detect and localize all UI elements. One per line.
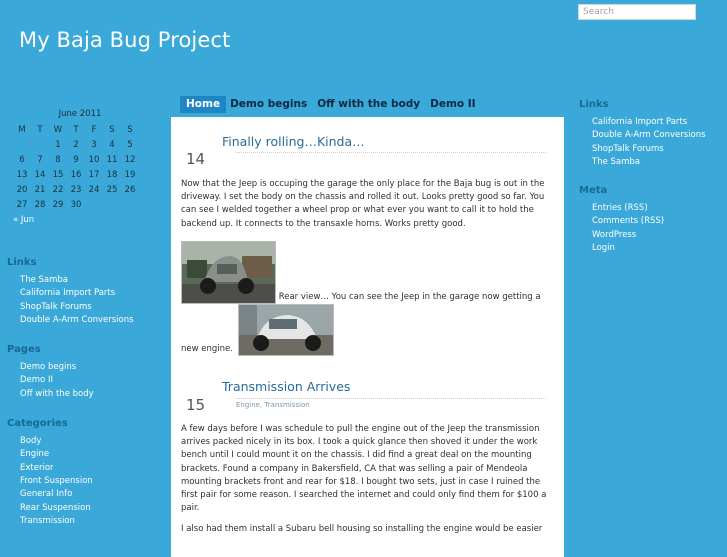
nav-demo-begins[interactable]: Demo begins bbox=[230, 98, 308, 110]
nav-off-with-the-body[interactable]: Off with the body bbox=[317, 98, 421, 110]
calendar-day bbox=[85, 197, 103, 212]
category-rear-suspension[interactable]: Rear Suspension bbox=[20, 502, 91, 513]
main-nav bbox=[180, 96, 482, 113]
category-exterior[interactable]: Exterior bbox=[20, 462, 54, 473]
calendar-day: 23 bbox=[70, 184, 82, 195]
calendar-day-header: S bbox=[127, 124, 133, 135]
calendar-table bbox=[13, 122, 139, 212]
calendar-day: 6 bbox=[19, 154, 25, 165]
calendar-day-header: W bbox=[53, 124, 63, 135]
sidebar-link-shoptalk-forums[interactable]: ShopTalk Forums bbox=[20, 301, 92, 312]
calendar-day: 15 bbox=[52, 169, 64, 180]
calendar-day: 11 bbox=[106, 154, 118, 165]
meta-wordpress[interactable]: WordPress bbox=[592, 229, 637, 240]
calendar-caption: June 2011 bbox=[58, 109, 102, 119]
photo-jeep-garage[interactable] bbox=[238, 304, 334, 356]
calendar-day bbox=[13, 137, 31, 152]
sidebar-link-shoptalk-forums[interactable]: ShopTalk Forums bbox=[592, 143, 664, 154]
calendar-day: 9 bbox=[73, 154, 79, 165]
calendar-day: 29 bbox=[52, 199, 64, 210]
meta-login[interactable]: Login bbox=[592, 243, 615, 254]
photo-baja-bug-front[interactable] bbox=[181, 241, 276, 304]
calendar-day: 25 bbox=[106, 184, 118, 195]
sidebar-link-the-samba[interactable]: The Samba bbox=[20, 275, 68, 285]
links-heading: Links bbox=[7, 257, 37, 268]
category-general-info[interactable]: General Info bbox=[20, 489, 73, 500]
sidebar-page-demo-ii[interactable]: Demo II bbox=[20, 375, 53, 386]
calendar-day bbox=[103, 197, 121, 212]
post-category-link[interactable]: Transmission bbox=[264, 401, 310, 409]
calendar-day-header: F bbox=[91, 124, 97, 135]
category-transmission[interactable]: Transmission bbox=[20, 515, 75, 526]
calendar-day: 30 bbox=[70, 199, 82, 210]
calendar-day: 19 bbox=[124, 169, 136, 180]
post-title-link[interactable]: Finally rolling…Kinda… bbox=[222, 134, 365, 149]
calendar-day: 7 bbox=[37, 154, 43, 165]
post-categories bbox=[236, 401, 310, 409]
post-category-link[interactable]: Engine bbox=[236, 401, 260, 409]
right-sidebar bbox=[579, 99, 719, 255]
calendar-day: 8 bbox=[55, 154, 61, 165]
links-heading: Links bbox=[579, 99, 609, 110]
calendar-day: 10 bbox=[88, 154, 100, 165]
category-separator: , bbox=[260, 401, 265, 409]
sidebar-page-demo-begins[interactable]: Demo begins bbox=[20, 362, 77, 373]
sidebar-link-double-a-arm[interactable]: Double A-Arm Conversions bbox=[20, 314, 134, 325]
post-entry bbox=[181, 423, 551, 543]
post-comments-link[interactable]: 9 Comments » bbox=[494, 155, 546, 163]
calendar-day: 13 bbox=[16, 169, 28, 180]
calendar-day-header: T bbox=[73, 124, 79, 135]
calendar-day-header: T bbox=[37, 124, 43, 135]
categories-heading: Categories bbox=[7, 418, 68, 430]
meta-comments-rss[interactable]: Comments (RSS) bbox=[592, 216, 665, 227]
post-paragraph: Now that the Jeep is occuping the garage the only place for the Baja bug is out in the driveway. I set the body on the chassis and rolled it out. Looks pretty good so far. You can see I welded together a wheel prop or what ever you want to call it to hold the backend up. It connects to the transaxle horns. Works pretty good. bbox=[181, 179, 545, 229]
calendar-prev-link[interactable]: « Jun bbox=[13, 215, 35, 225]
sidebar-link-california-import-parts[interactable]: California Import Parts bbox=[20, 288, 116, 299]
calendar-day: 16 bbox=[70, 169, 82, 180]
sidebar-page-off-with-the-body[interactable]: Off with the body bbox=[20, 388, 94, 399]
calendar-day: 28 bbox=[34, 199, 46, 210]
category-engine[interactable]: Engine bbox=[20, 449, 50, 460]
calendar-day: 27 bbox=[16, 199, 28, 210]
calendar-day bbox=[121, 197, 139, 212]
photo-caption: new engine. bbox=[181, 343, 233, 354]
nav-home[interactable]: Home bbox=[180, 96, 226, 113]
sidebar-link-double-a-arm[interactable]: Double A-Arm Conversions bbox=[592, 130, 706, 141]
calendar-day: 12 bbox=[124, 154, 136, 165]
meta-entries-rss[interactable]: Entries (RSS) bbox=[592, 203, 648, 214]
calendar-day: 2 bbox=[73, 139, 79, 150]
calendar-day: 17 bbox=[88, 169, 100, 180]
calendar-day-header: S bbox=[109, 124, 115, 135]
left-sidebar bbox=[7, 257, 157, 528]
calendar-day: 3 bbox=[91, 139, 97, 150]
sidebar-link-the-samba[interactable]: The Samba bbox=[592, 156, 640, 167]
calendar-day: 21 bbox=[34, 184, 46, 195]
calendar-day: 26 bbox=[124, 184, 136, 195]
calendar-widget bbox=[13, 109, 141, 225]
category-front-suspension[interactable]: Front Suspension bbox=[20, 475, 93, 486]
calendar-day bbox=[31, 137, 49, 152]
pages-heading: Pages bbox=[7, 344, 41, 356]
main-content bbox=[171, 117, 564, 557]
sidebar-link-california-import-parts[interactable]: California Import Parts bbox=[592, 117, 688, 127]
calendar-day: 1 bbox=[55, 139, 61, 150]
calendar-day: 14 bbox=[34, 169, 46, 180]
post-paragraph: A few days before I was schedule to pull the engine out of the Jeep the transmission arrives packed nicely in its box. I took a quick glance then shoved it under the work bench until I could mount it on the chassis. I did find a great deal on the mounting brackets. Found a company in Bakersfield, CA that was selling a pair of Mendeola mounting brackets front and rear for $18. I bought two sets, just in case I ruined the first pair for some reason. I searched the internet and could only find them for $100 a pair. bbox=[181, 424, 547, 514]
category-body[interactable]: Body bbox=[20, 436, 42, 447]
post-date: 14 bbox=[186, 150, 206, 168]
post-meta bbox=[236, 398, 546, 411]
photo-caption: Rear view… You can see the Jeep in the garage now getting a bbox=[278, 291, 541, 302]
calendar-day: 22 bbox=[52, 184, 64, 195]
calendar-day: 4 bbox=[109, 139, 115, 150]
calendar-day: 24 bbox=[88, 184, 100, 195]
post-paragraph: I also had them install a Subaru bell housing so installing the engine would be easier bbox=[181, 524, 543, 535]
calendar-day: 18 bbox=[106, 169, 118, 180]
calendar-day-header: M bbox=[18, 124, 26, 135]
site-title[interactable]: My Baja Bug Project bbox=[19, 28, 231, 52]
post-entry bbox=[181, 178, 551, 356]
meta-heading: Meta bbox=[579, 185, 608, 197]
post-date: 15 bbox=[186, 396, 206, 414]
post-meta bbox=[236, 152, 546, 165]
post-comments-link[interactable]: 1 Comment » bbox=[498, 401, 546, 409]
search-input[interactable] bbox=[578, 4, 696, 20]
post-title-link[interactable]: Transmission Arrives bbox=[222, 379, 351, 394]
calendar-day: 5 bbox=[127, 139, 133, 150]
post-category-link[interactable]: General Info bbox=[236, 155, 280, 163]
calendar-day: 20 bbox=[16, 184, 28, 195]
nav-demo-ii[interactable]: Demo II bbox=[430, 98, 476, 110]
